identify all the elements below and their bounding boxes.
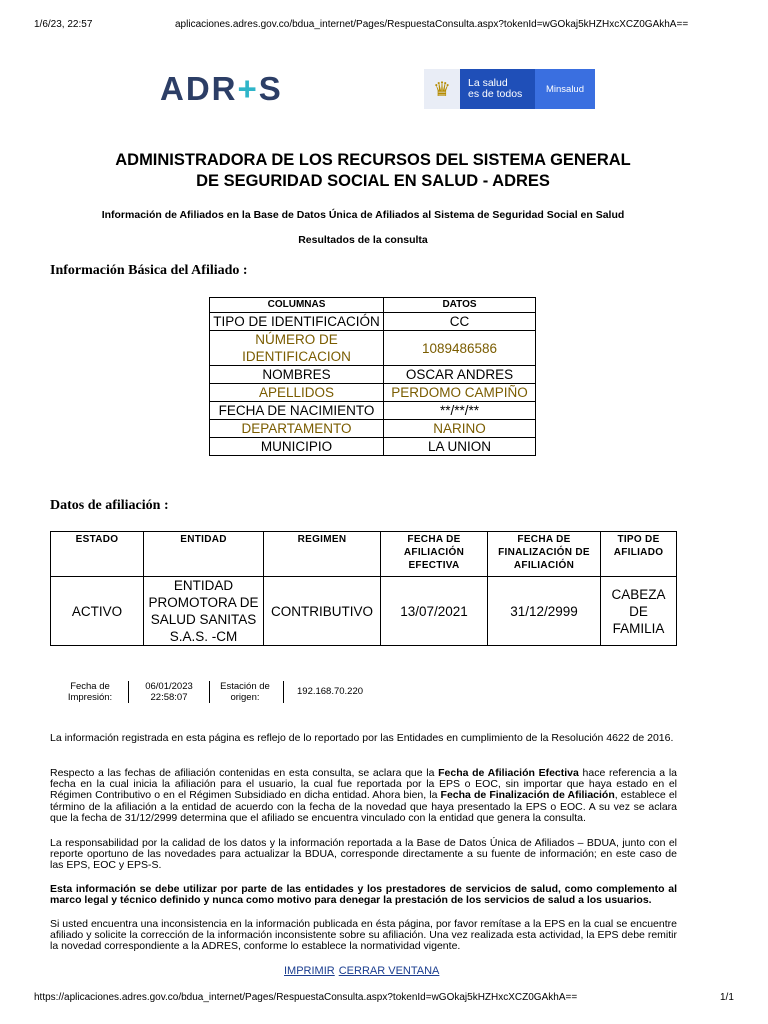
table-row <box>210 313 536 331</box>
action-links <box>284 965 443 977</box>
minsalud-badge <box>424 69 595 109</box>
cell-fecha-afiliacion: 13/07/2021 <box>381 577 488 646</box>
divider <box>128 681 129 703</box>
affiliation-table <box>50 531 677 646</box>
badge-slogan <box>460 69 535 109</box>
row-label: TIPO DE IDENTIFICACIÓN <box>210 313 384 331</box>
p2-text-e: , establece el término de la afiliación a la entidad de acuerdo con la fecha de la novedad que haya presentado la EPS o EOC. A su vez se aclara que la fecha de 31/12/2999 determina que el afiliado se encuentra vinculado con la entidad que genera la consulta. <box>50 789 678 824</box>
estacion-value: 192.168.70.220 <box>297 686 364 697</box>
print-datetime: 1/6/23, 22:57 <box>34 19 93 30</box>
cell-tipo-afiliado: CABEZA DE FAMILIA <box>601 577 677 646</box>
p2-bold-fecha-efectiva: Fecha de Afiliación Efectiva <box>438 767 579 779</box>
p2-text-a: Respecto a las fechas de afiliación contenidas en esta consulta, se aclara que la <box>50 767 439 779</box>
disclaimer-paragraph-3: La responsabilidad por la calidad de los datos y la información reportada a la Base de Datos Única de Afiliados – BDUA, junto con el reporte oportuno de las novedades para actualizar la BDUA, corresponde directamente a su fuente de información; en este caso de las EPS, EOC y EPS-S. <box>50 837 677 872</box>
page-title-line1: ADMINISTRADORA DE LOS RECURSOS DEL SISTEMA GENERAL <box>115 151 631 169</box>
disclaimer-paragraph-1: La información registrada en esta página es reflejo de lo reportado por las Entidades en cumplimiento de la Resolución 4622 de 2016. <box>50 732 674 744</box>
print-link[interactable]: IMPRIMIR <box>284 965 335 977</box>
row-label: DEPARTAMENTO <box>210 420 384 438</box>
p2-bold-fecha-finalizacion: Fecha de Finalización de Afiliación <box>440 789 615 802</box>
table-row <box>210 438 536 456</box>
disclaimer-paragraph-5: Si usted encuentra una inconsistencia en la información publicada en ésta página, por favor remítase a la EPS en la cual se encuentre afiliado y solicite la corrección de la información inconsistente sobre su afiliación. Una vez realizada esta actividad, la EPS debe remitir la novedad correspondiente a la ADRES, conforme lo establece la normatividad vigente. <box>50 918 677 953</box>
page-subtitle: Información de Afiliados en la Base de Datos Única de Afiliados al Sistema de Seguridad Social en Salud <box>101 209 625 221</box>
fecha-impresion-label: Fecha de Impresión: <box>67 681 113 703</box>
basic-info-table <box>209 297 536 456</box>
divider <box>209 681 210 703</box>
column-header: ENTIDAD <box>144 532 264 577</box>
adres-logo <box>160 70 283 108</box>
table-header-row <box>210 298 536 313</box>
fecha-impresion-time: 22:58:07 <box>150 692 188 703</box>
page-title-line2: DE SEGURIDAD SOCIAL EN SALUD - ADRES <box>196 172 550 190</box>
badge-slogan-line2: es de todos <box>468 88 523 100</box>
results-title: Resultados de la consulta <box>298 234 428 246</box>
row-label: APELLIDOS <box>210 384 384 402</box>
row-label: NÚMERO DE IDENTIFICACION <box>210 331 384 366</box>
logo-text-a: ADR <box>160 70 238 107</box>
table-row <box>210 420 536 438</box>
p2-text-c: hace referencia a la fecha en la cual inicia la afiliación para el usuario, la cual fue reportada por la EPS o EOC, sin importar que haya estado en el Régimen Contributivo o en el Régimen Subsidiado en dicha entidad. Ahora bien, la <box>50 767 677 802</box>
fecha-impresion-value <box>138 681 200 703</box>
disclaimer-paragraph-4: Esta información se debe utilizar por parte de las entidades y los prestadores de servicios de salud, como complemento al marco legal y técnico definido y nunca como motivo para denegar la prestación de los servicios de salud a los usuarios. <box>50 883 677 907</box>
coat-of-arms-icon: ♛ <box>424 69 460 109</box>
table-row <box>210 402 536 420</box>
column-header: TIPO DE AFILIADO <box>601 532 677 577</box>
table-header-row <box>51 532 677 577</box>
row-label: FECHA DE NACIMIENTO <box>210 402 384 420</box>
cell-entidad: ENTIDAD PROMOTORA DE SALUD SANITAS S.A.S. -CM <box>144 577 264 646</box>
basic-section-title: Información Básica del Afiliado : <box>50 263 248 278</box>
fecha-impresion-date: 06/01/2023 <box>145 681 193 692</box>
print-header-url: aplicaciones.adres.gov.co/bdua_internet/Pages/RespuestaConsulta.aspx?tokenId=wGOkaj5kHZHxcXCZ0GAkhA== <box>175 19 689 30</box>
row-value: NARINO <box>384 420 536 438</box>
cell-regimen: CONTRIBUTIVO <box>264 577 381 646</box>
table-row <box>210 331 536 366</box>
row-label: MUNICIPIO <box>210 438 384 456</box>
row-label: NOMBRES <box>210 366 384 384</box>
row-value: OSCAR ANDRES <box>384 366 536 384</box>
logo-plus: + <box>237 70 259 107</box>
row-value: PERDOMO CAMPIÑO <box>384 384 536 402</box>
disclaimer-paragraph-2 <box>50 768 677 824</box>
column-header: FECHA DE FINALIZACIÓN DE AFILIACIÓN <box>488 532 601 577</box>
column-header: DATOS <box>384 298 536 313</box>
column-header: COLUMNAS <box>210 298 384 313</box>
row-value: **/**/** <box>384 402 536 420</box>
row-value: 1089486586 <box>384 331 536 366</box>
badge-ministry: Minsalud <box>535 69 595 109</box>
column-header: REGIMEN <box>264 532 381 577</box>
row-value: LA UNION <box>384 438 536 456</box>
cell-estado: ACTIVO <box>51 577 144 646</box>
page-number: 1/1 <box>720 992 734 1003</box>
logo-text-b: S <box>258 70 283 107</box>
column-header: FECHA DE AFILIACIÓN EFECTIVA <box>381 532 488 577</box>
page-title <box>60 150 686 192</box>
badge-slogan-line1: La salud <box>468 77 508 89</box>
afil-section-title: Datos de afiliación : <box>50 498 169 513</box>
close-window-link[interactable]: CERRAR VENTANA <box>338 965 440 977</box>
table-row <box>210 366 536 384</box>
table-row <box>51 577 677 646</box>
row-value: CC <box>384 313 536 331</box>
column-header: ESTADO <box>51 532 144 577</box>
table-row <box>210 384 536 402</box>
divider <box>283 681 284 703</box>
estacion-label: Estación de origen: <box>220 681 270 703</box>
print-footer-url: https://aplicaciones.adres.gov.co/bdua_internet/Pages/RespuestaConsulta.aspx?tokenId=wGOkaj5kHZHxcXCZ0GAkhA== <box>34 992 578 1003</box>
cell-fecha-finalizacion: 31/12/2999 <box>488 577 601 646</box>
